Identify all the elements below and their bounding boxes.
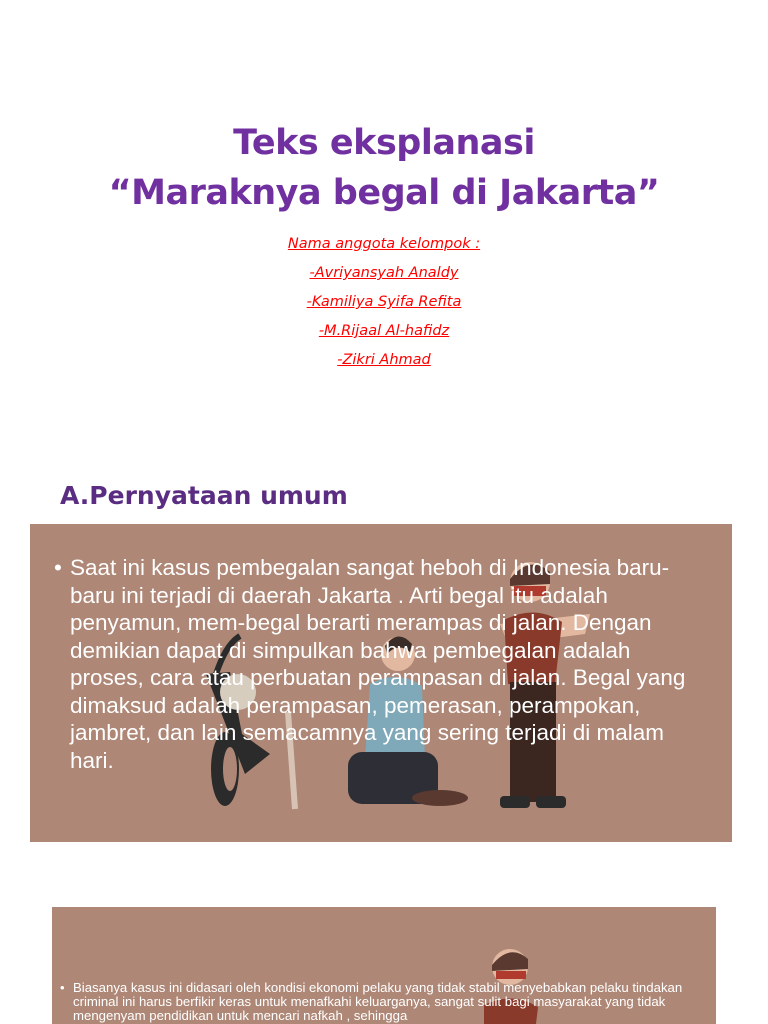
paragraph: Biasanya kasus ini didasari oleh kondisi ekonomi pelaku yang tidak stabil menyebabkan pelaku tindakan criminal ini harus berfikir keras untuk menafkahi keluarganya, sangat sulit bagi masyarakat yang tidak mengenyam pendidikan untuk mencari nafkah , sehingga bbox=[73, 980, 683, 1023]
bullet-point: • bbox=[54, 555, 62, 580]
paragraph: Saat ini kasus pembegalan sangat heboh di Indonesia baru-baru ini terjadi di daerah Jakarta . Arti begal itu adalah penyamun, mem-begal berarti merampas di jalan. Dengan demikian dapat di simpulkan bahwa pembegalan adalah proses, cara atau perbuatan perampasan di jalan. Begal yang dimaksud adalah perampasan, pemerasan, perampokan, jambret, dan lain semacamnya yang sering terjadi di malam hari. bbox=[70, 555, 686, 773]
member-name: -M.Rijaal Al-hafidz bbox=[318, 323, 450, 339]
member-name: -Avriyansyah Analdy bbox=[309, 265, 459, 281]
member-list bbox=[0, 230, 768, 375]
bullet-point: • bbox=[60, 980, 65, 995]
content-panel bbox=[30, 524, 732, 842]
title-slide bbox=[0, 0, 768, 430]
member-name: -Zikri Ahmad bbox=[337, 352, 431, 368]
member-name: -Kamiliya Syifa Refita bbox=[306, 294, 462, 310]
member-list-heading: Nama anggota kelompok : bbox=[287, 236, 481, 252]
explanation-text bbox=[60, 981, 690, 1023]
section-heading: A.Pernyataan umum bbox=[60, 481, 348, 510]
content-panel-2 bbox=[52, 907, 716, 1024]
slide-title bbox=[0, 118, 768, 218]
slide-title-line-1: Teks eksplanasi bbox=[233, 123, 535, 163]
general-statement-text bbox=[54, 554, 694, 774]
slide-title-line-2: “Maraknya begal di Jakarta” bbox=[108, 173, 660, 213]
